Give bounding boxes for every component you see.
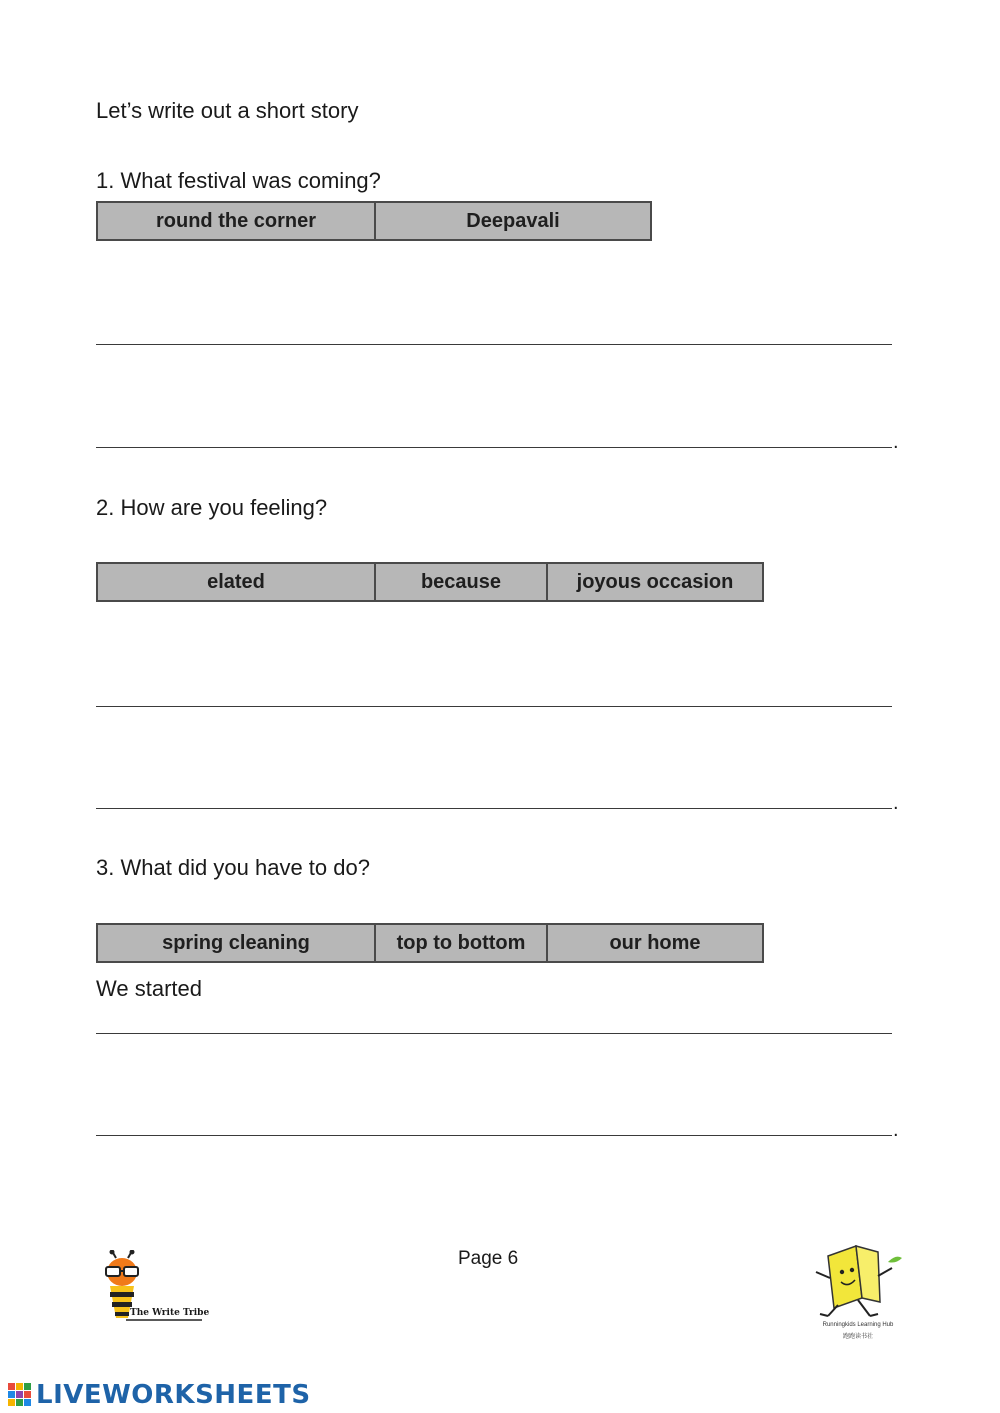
liveworksheets-brand[interactable]	[8, 1380, 311, 1410]
question-2-prompt: 2. How are you feeling?	[96, 495, 328, 520]
answer-line[interactable]	[96, 447, 892, 448]
page-title: Let’s write out a short story	[96, 98, 359, 123]
word-chip: elated	[98, 564, 376, 600]
word-chip: because	[376, 564, 548, 600]
word-chip: spring cleaning	[98, 925, 376, 961]
write-tribe-logo	[96, 1250, 208, 1330]
learning-hub-logo	[808, 1242, 908, 1344]
word-chip: top to bottom	[376, 925, 548, 961]
liveworksheets-wordmark: LIVEWORKSHEETS	[36, 1380, 311, 1410]
word-bank-3	[96, 923, 764, 963]
question-1-prompt: 1. What festival was coming?	[96, 168, 381, 193]
word-bank-1	[96, 201, 652, 241]
learning-hub-label: Runningkids Learning Hub	[822, 1322, 894, 1328]
word-chip: joyous occasion	[576, 570, 734, 593]
answer-line[interactable]	[96, 706, 892, 707]
answer-line[interactable]	[96, 1135, 892, 1136]
question-3-prompt: 3. What did you have to do?	[96, 855, 370, 880]
answer-line[interactable]	[96, 808, 892, 809]
learning-hub-sublabel: 跑跑读书社	[842, 1334, 873, 1340]
sentence-period: .	[893, 431, 899, 453]
word-chip: Deepavali	[466, 209, 560, 232]
running-book-icon	[808, 1242, 908, 1322]
answer-line[interactable]	[96, 344, 892, 345]
bee-icon	[96, 1250, 208, 1330]
sentence-period: .	[893, 792, 899, 814]
sentence-starter: We started	[96, 976, 202, 1001]
word-chip: round the corner	[98, 203, 376, 239]
answer-line[interactable]	[96, 1033, 892, 1034]
liveworksheets-blocks-icon	[8, 1381, 32, 1409]
page-number: Page 6	[458, 1248, 519, 1269]
word-bank-2	[96, 562, 764, 602]
write-tribe-label: The Write Tribe	[130, 1308, 210, 1318]
word-chip: our home	[609, 931, 701, 954]
sentence-period: .	[893, 1119, 899, 1141]
